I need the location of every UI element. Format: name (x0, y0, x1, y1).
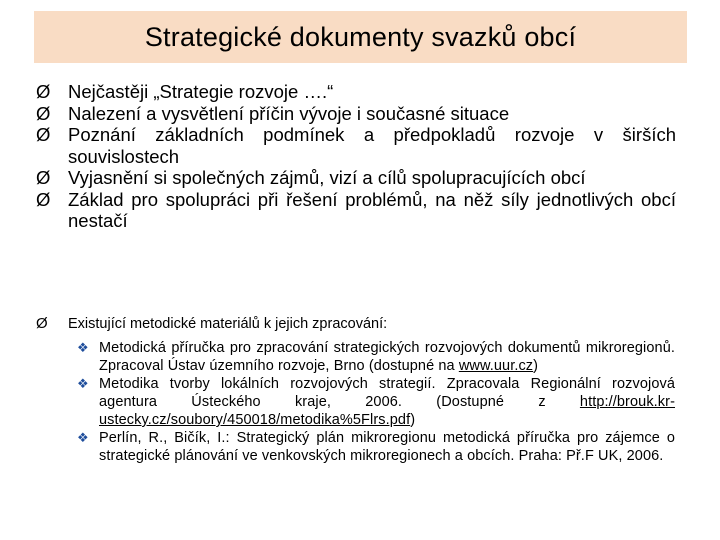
list-item (36, 81, 676, 103)
material-item (77, 375, 675, 429)
material-text: Metodická příručka pro zpracování strategických rozvojových dokumentů mikroregionů. Zpracoval Ústav územního rozvoje, Brno (dostupné na (99, 340, 675, 374)
materials-heading-text: Existující metodické materiálů k jejich zpracování: (68, 316, 388, 332)
list-item-text: Nejčastěji „Strategie rozvoje ….“ (68, 81, 334, 102)
arrow-bullet-icon: Ø (36, 124, 51, 145)
materials-heading (36, 315, 676, 333)
list-item (36, 124, 676, 167)
material-text: Perlín, R., Bičík, I.: Strategický plán mikroregionu metodická příručka pro zájemce o strategické plánování ve venkovských mikroregionech a obcích. Praha: Př.F UK, 2006. (99, 430, 675, 464)
list-item-text: Nalezení a vysvětlení příčin vývoje i současné situace (68, 102, 510, 124)
arrow-bullet-icon: Ø (36, 81, 51, 102)
list-item-text: Základ pro spolupráci při řešení problémů, na něž síly jednotlivých obcí nestačí (68, 188, 676, 231)
list-item-text: Poznání základních podmínek a předpokladů rozvoje v širších souvislostech (68, 124, 676, 167)
title-banner (34, 11, 687, 63)
material-item (77, 339, 675, 375)
list-item (36, 167, 676, 189)
list-item-text: Vyjasnění si společných zájmů, vizí a cílů spolupracujících obcí (68, 167, 586, 188)
materials-list (77, 339, 675, 465)
arrow-bullet-icon: Ø (36, 102, 51, 124)
diamond-bullet-icon: ❖ (77, 430, 89, 445)
material-item (77, 429, 675, 465)
main-bullet-list (36, 81, 676, 232)
arrow-bullet-icon: Ø (36, 167, 51, 188)
material-link[interactable]: http://brouk.kr-ustecky.cz/soubory/450018/metodika%5Flrs.pdf (99, 394, 675, 428)
diamond-bullet-icon: ❖ (77, 340, 89, 355)
material-text-end: ) (533, 358, 539, 374)
arrow-bullet-icon: Ø (36, 315, 48, 332)
slide-title: Strategické dokumenty svazků obcí (144, 21, 577, 52)
material-link[interactable]: www.uur.cz (458, 358, 534, 374)
material-text: Metodika tvorby lokálních rozvojových strategií. Zpracovala Regionální rozvojová agentura Ústeckého kraje, 2006. (Dostupné z (99, 376, 675, 410)
diamond-bullet-icon: ❖ (77, 376, 89, 391)
list-item (36, 189, 676, 232)
arrow-bullet-icon: Ø (36, 188, 51, 210)
material-text-end: ) (410, 412, 416, 428)
list-item (36, 103, 676, 125)
